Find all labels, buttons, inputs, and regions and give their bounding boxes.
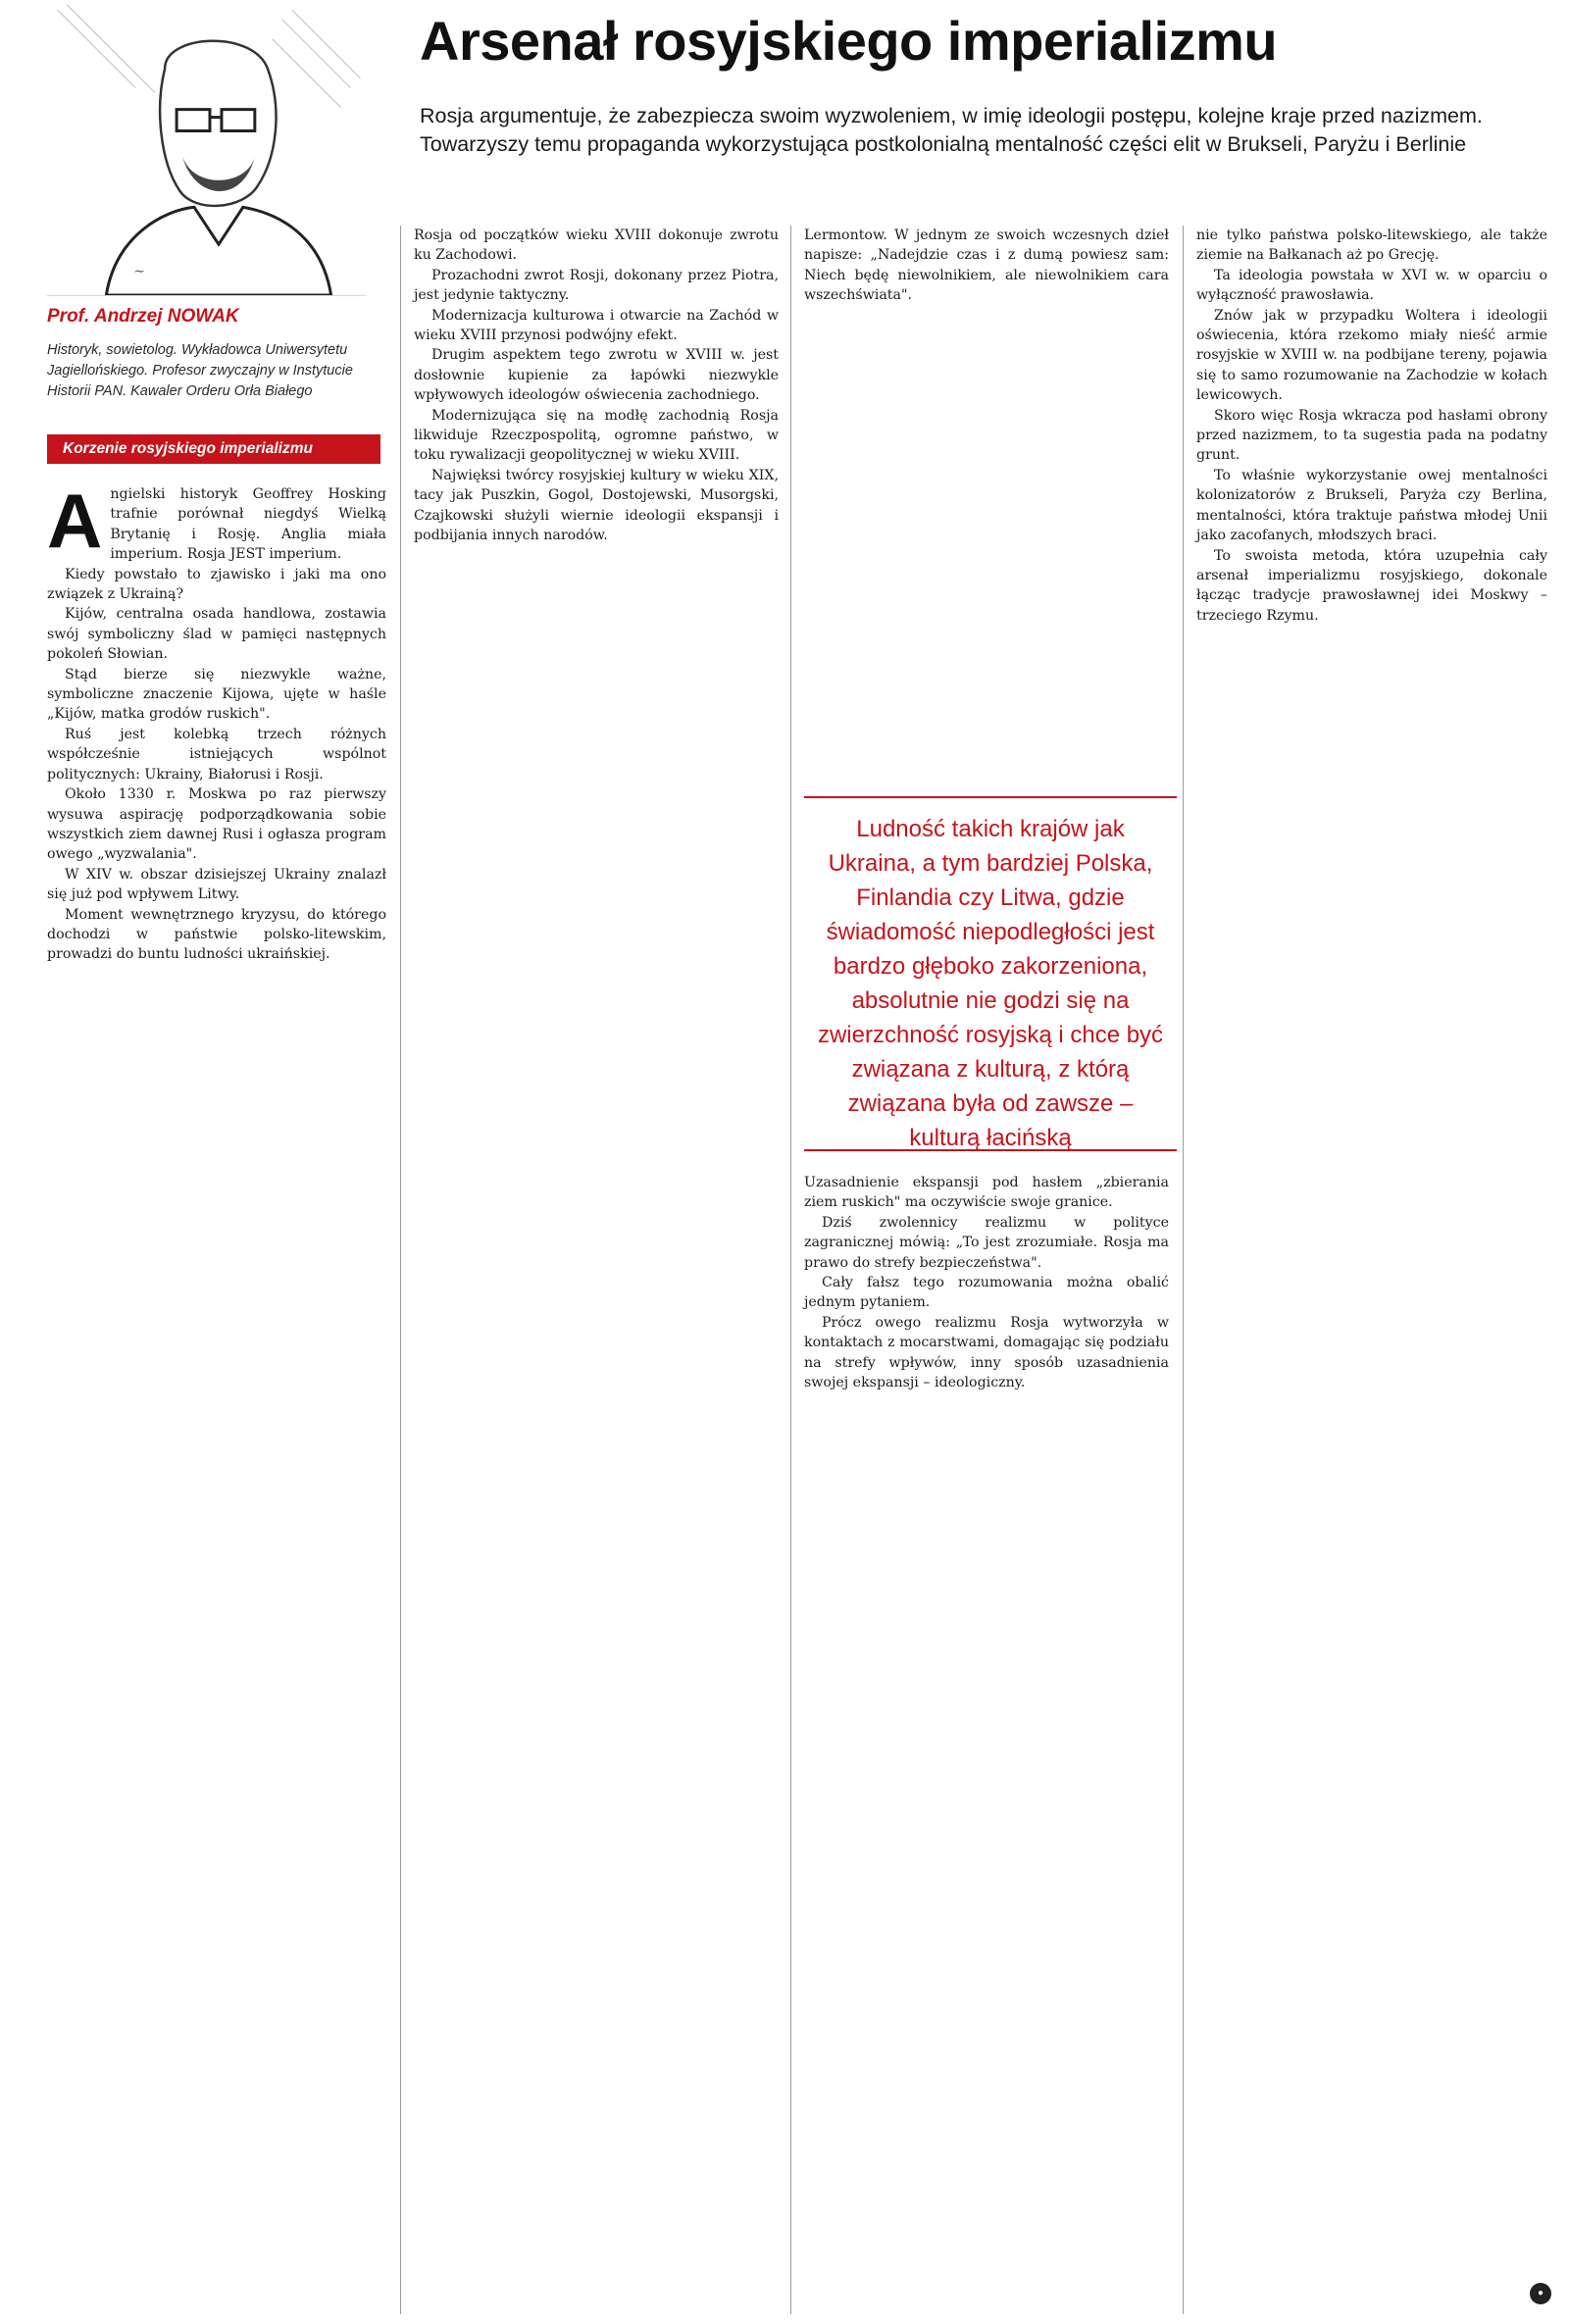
paragraph: Angielski historyk Geoffrey Hosking trafnie porównał niegdyś Wielką Brytanię i Rosję. Anglia miała imperium. Rosja JEST imperium. <box>47 478 386 564</box>
paragraph: W XIV w. obszar dzisiejszej Ukrainy znalazł się już pod wpływem Litwy. <box>47 866 386 903</box>
article-column-3 <box>804 226 1169 306</box>
author-bio: Historyk, sowietolog. Wykładowca Uniwersytetu Jagiellońskiego. Profesor zwyczajny w Instytucie Historii PAN. Kawaler Orderu Orła Białego <box>47 342 353 399</box>
author-name: Prof. Andrzej NOWAK <box>47 306 239 327</box>
paragraph: Rosja od początków wieku XVIII dokonuje zwrotu ku Zachodowi. <box>414 227 779 264</box>
paragraph: Kiedy powstało to zjawisko i jaki ma ono związek z Ukrainą? <box>47 566 386 603</box>
column-divider <box>1183 226 1184 2314</box>
paragraph: Ta ideologia powstała w XVI w. w oparciu o wyłączność prawosławia. <box>1196 267 1547 304</box>
column-divider <box>790 226 791 2314</box>
portrait-drawing <box>47 0 367 295</box>
paragraph: Skoro więc Rosja wkracza pod hasłami obrony przed nazizmem, to ta sugestia pada na podatny grunt. <box>1196 407 1547 464</box>
drop-cap: A <box>47 478 103 564</box>
paragraph: Prócz owego realizmu Rosja wytworzyła w kontaktach z mocarstwami, domagając się podziału na strefy wpływów, inny sposób uzasadnienia swojej ekspansji – ideologiczny. <box>804 1314 1169 1391</box>
pull-quote: Ludność takich krajów jak Ukraina, a tym bardziej Polska, Finlandia czy Litwa, gdzie świadomość niepodległości jest bardzo głęboko zakorzeniona, absolutnie nie godzi się na zwierzchność rosyjską i chce być związana z kulturą, z którą związana była od zawsze – kulturą łacińską <box>804 796 1177 1151</box>
paragraph: Modernizacja kulturowa i otwarcie na Zachód w wieku XVIII przynosi podwójny efekt. <box>414 307 779 344</box>
paragraph: Moment wewnętrznego kryzysu, do którego dochodzi w państwie polsko-litewskim, prowadzi do buntu ludności ukraińskiej. <box>47 906 386 963</box>
svg-text:∼: ∼ <box>133 264 145 280</box>
paragraph: Stąd bierze się niezwykle ważne, symboliczne znaczenie Kijowa, ujęte w haśle „Kijów, matka grodów ruskich". <box>47 666 386 723</box>
paragraph: Cały fałsz tego rozumowania można obalić jednym pytaniem. <box>804 1275 1169 1311</box>
paragraph: To swoista metoda, która uzupełnia cały arsenał imperializmu rosyjskiego, dokonale łącząc tradycje prawosławnej idei Moskwy – trzeciego Rzymu. <box>1196 547 1547 624</box>
author-portrait <box>47 0 367 296</box>
paragraph: Ruś jest kolebką trzech różnych współcześnie istniejących wspólnot politycznych: Ukrainy, Białorusi i Rosji. <box>47 726 386 783</box>
paragraph: nie tylko państwa polsko-litewskiego, ale także ziemie na Bałkanach aż po Grecję. <box>1196 227 1547 264</box>
page-corner-mark: ● <box>1530 2283 1551 2304</box>
paragraph: Lermontow. W jednym ze swoich wczesnych dzieł napisze: „Nadejdzie czas i z dumą powiesz sam: Niech będę niewolnikiem, ale niewolnikiem cara wszechświata". <box>804 227 1169 304</box>
paragraph: Prozachodni zwrot Rosji, dokonany przez Piotra, jest jedynie taktyczny. <box>414 267 779 304</box>
paragraph: Około 1330 r. Moskwa po raz pierwszy wysuwa aspirację podporządkowania sobie wszystkich ziem dawnej Rusi i ogłasza program owego „wyzwalania". <box>47 786 386 863</box>
section-title: Korzenie rosyjskiego imperializmu <box>47 434 380 464</box>
paragraph: Drugim aspektem tego zwrotu w XVIII w. jest dosłownie kupienie za łapówki niezwykle wpływowych ideologów oświecenia zachodniego. <box>414 347 779 404</box>
article-column-3-continued <box>804 1173 1169 1392</box>
paragraph: Modernizująca się na modłę zachodnią Rosja likwiduje Rzeczpospolitą, ogromne państwo, w toku rywalizacji geopolitycznej w wieku XVIII. <box>414 407 779 464</box>
paragraph: Najwięksi twórcy rosyjskiej kultury w wieku XIX, tacy jak Puszkin, Gogol, Dostojewski, Musorgski, Czajkowski służyli wiernie ideologii ekspansji i podbijania innych narodów. <box>414 467 779 544</box>
article-lead: Rosja argumentuje, że zabezpiecza swoim wyzwoleniem, w imię ideologii postępu, kolejne kraje przed nazizmem. Towarzyszy temu propaganda wykorzystująca postkolonialną mentalność części elit w Brukseli, Paryżu i Berlinie <box>420 104 1483 156</box>
paragraph: Dziś zwolennicy realizmu w polityce zagranicznej mówią: „To jest zrozumiałe. Rosja ma prawo do strefy bezpieczeństwa". <box>804 1214 1169 1271</box>
paragraph: Uzasadnienie ekspansji pod hasłem „zbierania ziem ruskich" ma oczywiście swoje granice. <box>804 1175 1169 1211</box>
article-column-2 <box>414 226 779 546</box>
column-divider <box>400 226 401 2314</box>
paragraph: Znów jak w przypadku Woltera i ideologii oświecenia, która rzekomo miały nieść armie rosyjskie w XVIII w. na podbijane tereny, pojawia się to samo rozumowanie na Zachodzie w kołach lewicowych. <box>1196 307 1547 404</box>
article-headline: Arsenał rosyjskiego imperializmu <box>420 10 1278 72</box>
article-column-4 <box>1196 226 1547 626</box>
paragraph: Kijów, centralna osada handlowa, zostawia swój symboliczny ślad w pamięci następnych pokoleń Słowian. <box>47 606 386 663</box>
article-column-1 <box>47 478 386 965</box>
paragraph: To właśnie wykorzystanie owej mentalności kolonizatorów z Brukseli, Paryża czy Berlina, mentalności, która traktuje państwa młodej Unii jako zacofanych, młodszych braci. <box>1196 467 1547 544</box>
